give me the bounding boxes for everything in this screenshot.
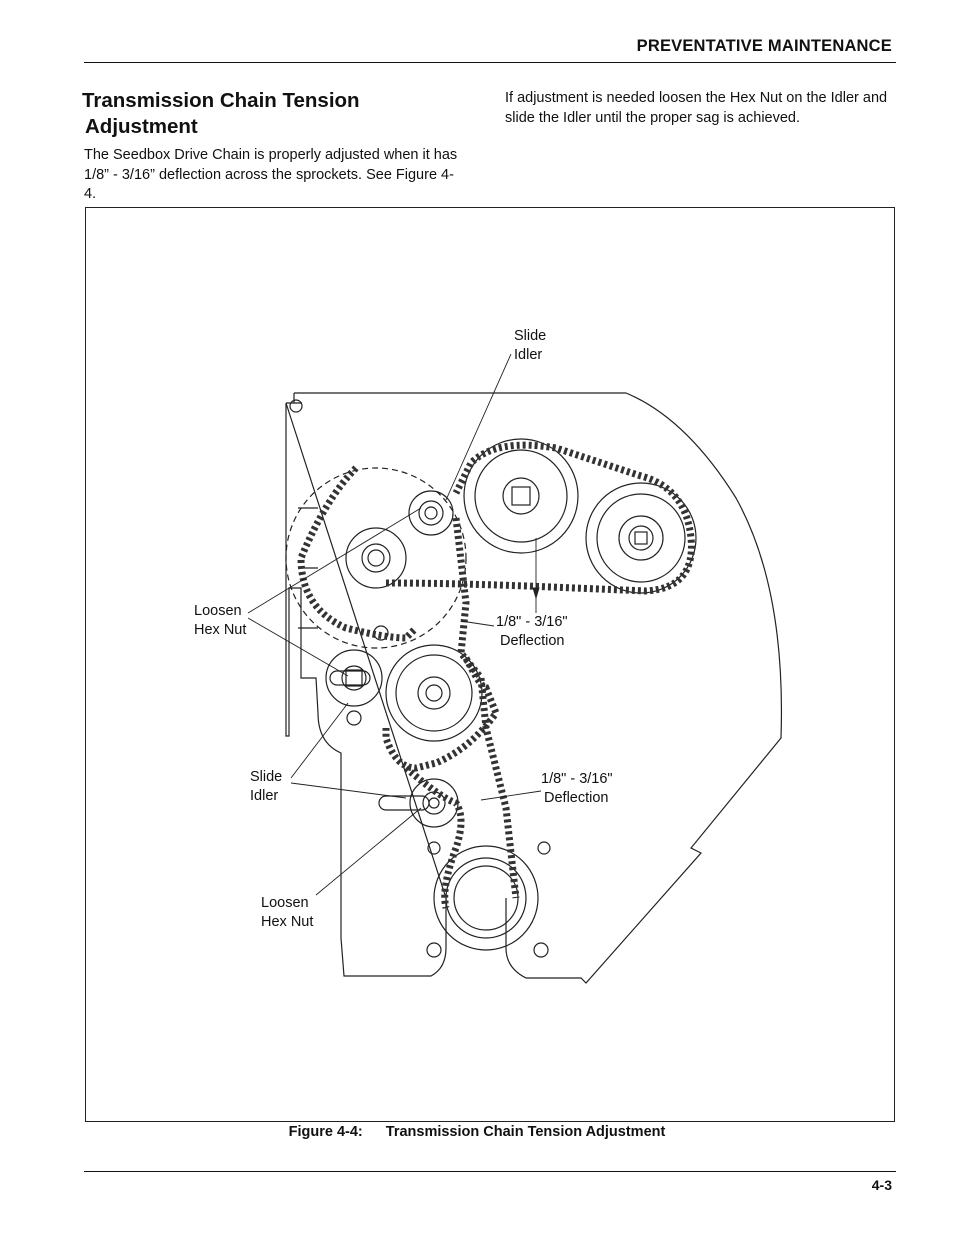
drive-chain (301, 445, 691, 908)
callout-text: Slide (250, 769, 283, 785)
callout-text: 1/8" - 3/16" (541, 771, 613, 787)
callout-slide-idler-top (514, 327, 546, 365)
transmission-chain-diagram (86, 208, 896, 1123)
callout-loosen-hex-nut-lower (261, 894, 313, 932)
callout-text: Hex Nut (261, 914, 314, 930)
callout-text: Slide (514, 328, 547, 344)
footer-rule (84, 1171, 896, 1172)
callout-text: Deflection (500, 633, 565, 649)
callout-loosen-hex-nut-top (194, 602, 246, 640)
figure-frame (85, 207, 895, 1122)
callout-text: Idler (250, 788, 279, 804)
section-heading (82, 88, 412, 140)
callout-text: Hex Nut (194, 622, 247, 638)
idler-lower (379, 779, 458, 827)
sprocket-left-large (286, 468, 466, 648)
page-number: 4-3 (871, 1177, 892, 1193)
callout-text: Idler (514, 347, 543, 363)
callout-deflection-lower (541, 770, 613, 808)
figure-caption (0, 1124, 954, 1140)
callout-text: 1/8" - 3/16" (496, 614, 568, 630)
idler-top (409, 491, 453, 535)
running-header: PREVENTATIVE MAINTENANCE (636, 37, 892, 55)
section-heading-line2: Adjustment (85, 115, 198, 138)
figure-caption-text: Transmission Chain Tension Adjustment (385, 1124, 666, 1140)
callout-text: Loosen (261, 895, 309, 911)
body-paragraph-right: If adjustment is needed loosen the Hex Nut on the Idler and slide the Idler until the proper sag is achieved. (505, 90, 888, 126)
callout-slide-idler-lower (250, 768, 282, 806)
sprocket-upper-center (464, 439, 578, 553)
callout-text: Deflection (544, 790, 609, 806)
section-heading-line1: Transmission Chain Tension (82, 89, 360, 112)
idler-left (326, 650, 382, 706)
figure-caption-label: Figure 4-4: (288, 1124, 363, 1140)
callout-deflection-upper (496, 613, 568, 651)
body-paragraph-left: The Seedbox Drive Chain is properly adjusted when it has 1/8” - 3/16” deflection across the sprockets. See Figure 4-4. (84, 147, 458, 202)
callout-text: Loosen (194, 603, 242, 619)
header-rule (84, 62, 896, 63)
